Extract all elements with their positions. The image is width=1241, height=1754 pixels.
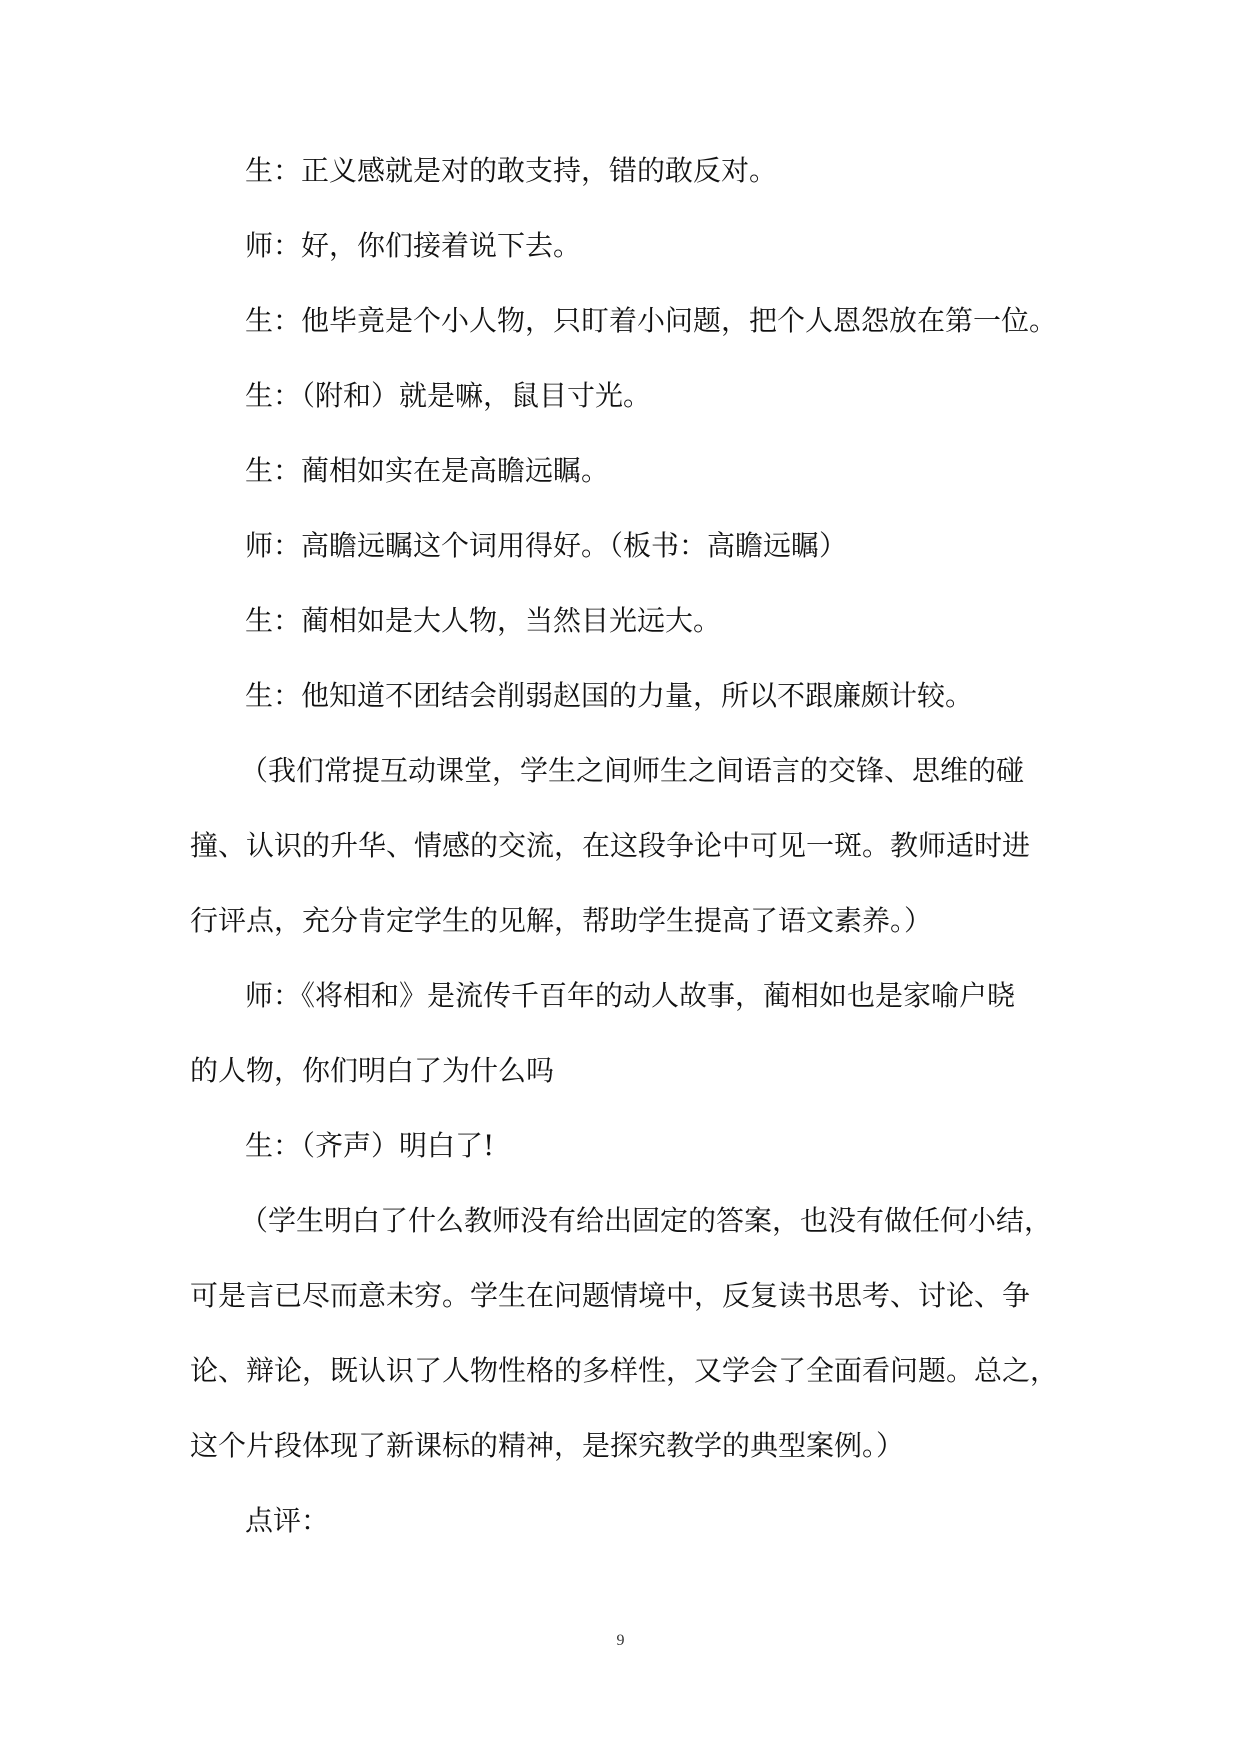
dialogue-line: 生：正义感就是对的敢支持，错的敢反对。 — [245, 154, 778, 187]
dialogue-line: 生：蔺相如实在是高瞻远瞩。 — [245, 454, 610, 487]
dialogue-line: 生：他毕竟是个小人物，只盯着小问题，把个人恩怨放在第一位。 — [245, 304, 1058, 337]
page-number: 9 — [616, 1632, 625, 1649]
teacher-question-line: 师：《将相和》是流传千百年的动人故事，蔺相如也是家喻户晓 — [245, 979, 1016, 1012]
commentary-line: （学生明白了什么教师没有给出固定的答案，也没有做任何小结， — [240, 1204, 1053, 1237]
commentary-line: 可是言已尽而意未穷。学生在问题情境中，反复读书思考、讨论、争 — [190, 1279, 1031, 1312]
dialogue-line: 生：蔺相如是大人物，当然目光远大。 — [245, 604, 722, 637]
student-answer: 生：（齐声）明白了! — [245, 1129, 495, 1162]
commentary-line: 这个片段体现了新课标的精神，是探究教学的典型案例。） — [190, 1429, 905, 1462]
dialogue-line: 生：（附和）就是嘛，鼠目寸光。 — [245, 379, 652, 412]
commentary-line: （我们常提互动课堂，学生之间师生之间语言的交锋、思维的碰 — [240, 754, 1025, 787]
commentary-line: 行评点，充分肯定学生的见解，帮助学生提高了语文素养。） — [190, 904, 933, 937]
commentary-line: 撞、认识的升华、情感的交流，在这段争论中可见一斑。教师适时进 — [190, 829, 1031, 862]
dialogue-line: 师：好，你们接着说下去。 — [245, 229, 582, 262]
dialogue-line: 生：他知道不团结会削弱赵国的力量，所以不跟廉颇计较。 — [245, 679, 974, 712]
teacher-question-line: 的人物，你们明白了为什么吗 — [190, 1054, 555, 1087]
commentary-line: 论、辩论，既认识了人物性格的多样性，又学会了全面看问题。总之， — [190, 1354, 1059, 1387]
review-label: 点评： — [245, 1504, 330, 1537]
dialogue-line: 师：高瞻远瞩这个词用得好。（板书：高瞻远瞩） — [245, 529, 848, 562]
